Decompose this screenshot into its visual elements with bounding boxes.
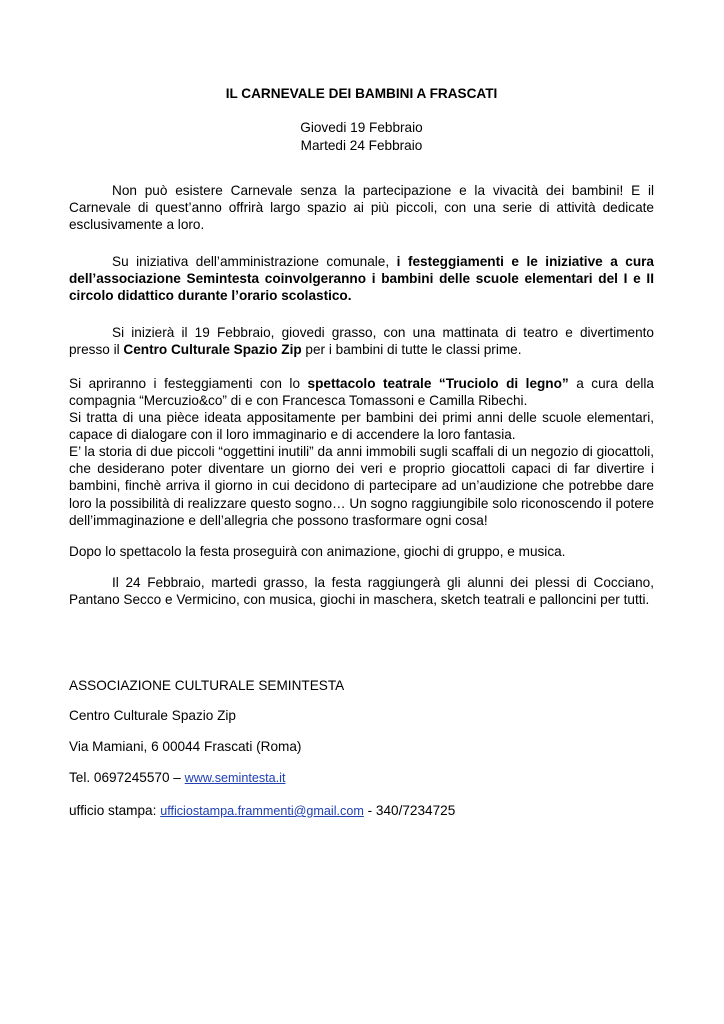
paragraph-feb24: Il 24 Febbraio, martedi grasso, la festa raggiungerà gli alunni dei plessi di Cocciano, Pantano Secco e Vermicino, con musica, giochi in maschera, sketch teatrali e palloncini per tutti. bbox=[69, 575, 654, 608]
footer-organization: ASSOCIAZIONE CULTURALE SEMINTESTA bbox=[69, 678, 345, 693]
footer-press bbox=[69, 802, 654, 820]
footer-contact-tel bbox=[69, 769, 654, 787]
paragraph-show-title: spettacolo teatrale “Truciolo di legno” bbox=[307, 376, 569, 391]
paragraph-after-show: Dopo lo spettacolo la festa proseguirà con animazione, giochi di gruppo, e musica. bbox=[69, 544, 566, 559]
event-date-1: Giovedi 19 Febbraio bbox=[300, 120, 423, 135]
event-dates bbox=[69, 119, 654, 154]
paragraph-start-venue: Centro Culturale Spazio Zip bbox=[123, 342, 302, 358]
footer-press-phone: - 340/7234725 bbox=[363, 803, 456, 818]
footer-center: Centro Culturale Spazio Zip bbox=[69, 708, 236, 723]
paragraph-show-end: a cura della compagnia “Mercuzio&co” di e con Francesca Tomassoni e Camilla Ribechi. bbox=[69, 376, 654, 409]
paragraph-initiative bbox=[69, 253, 654, 305]
paragraph-show bbox=[69, 375, 654, 409]
paragraph-start bbox=[69, 324, 654, 358]
footer-tel: Tel. 0697245570 – bbox=[69, 770, 185, 785]
paragraph-start-text: Si inizierà il 19 Febbraio, giovedi grasso, con una mattinata di teatro e divertimento presso il bbox=[69, 325, 654, 358]
paragraph-show-text: Si apriranno i festeggiamenti con lo bbox=[69, 376, 308, 391]
footer-press-label: ufficio stampa: bbox=[69, 803, 161, 818]
paragraph-start-end: per i bambini di tutte le classi prime. bbox=[301, 342, 522, 358]
paragraph-intro: Non può esistere Carnevale senza la partecipazione e la vivacità dei bambini! E il Carnevale di quest’anno offrirà largo spazio ai più piccoli, con una serie di attività dedicate esclusivamente a loro. bbox=[69, 183, 654, 233]
paragraph-story: E’ la storia di due piccoli “oggettini inutili” da anni immobili sugli scaffali di un negozio di giocattoli, che desiderano poter diventare un giorno dei veri e proprio giocattoli capaci di far divertire i bambini, finchè arriva il giorno in cui decidono di partecipare ad un’audizione che potrebbe dare loro la possibilità di realizzare questo sogno… Un sogno raggiungibile solo riconoscendo il potere dell’immaginazione e dell’allegria che possono trasformare ogni cosa! bbox=[69, 444, 654, 528]
press-email-link[interactable]: ufficiostampa.frammenti@gmail.com bbox=[160, 804, 364, 818]
document-title: IL CARNEVALE DEI BAMBINI A FRASCATI bbox=[225, 86, 498, 101]
paragraph-initiative-text: Su iniziativa dell’amministrazione comunale, bbox=[112, 254, 397, 269]
paragraph-piece: Si tratta di una pièce ideata appositamente per bambini dei primi anni delle scuole elementari, capace di dialogare con il loro immaginario e di accendere la loro fantasia. bbox=[69, 410, 654, 443]
website-link[interactable]: www.semintesta.it bbox=[184, 771, 286, 785]
footer-address: Via Mamiani, 6 00044 Frascati (Roma) bbox=[69, 739, 302, 754]
event-date-2: Martedi 24 Febbraio bbox=[300, 137, 423, 153]
paragraph-initiative-bold: i festeggiamenti e le iniziative a cura dell’associazione Semintesta coinvolgeranno i bambini delle scuole elementari del I e II circolo didattico durante l’orario scolastico. bbox=[69, 254, 654, 304]
